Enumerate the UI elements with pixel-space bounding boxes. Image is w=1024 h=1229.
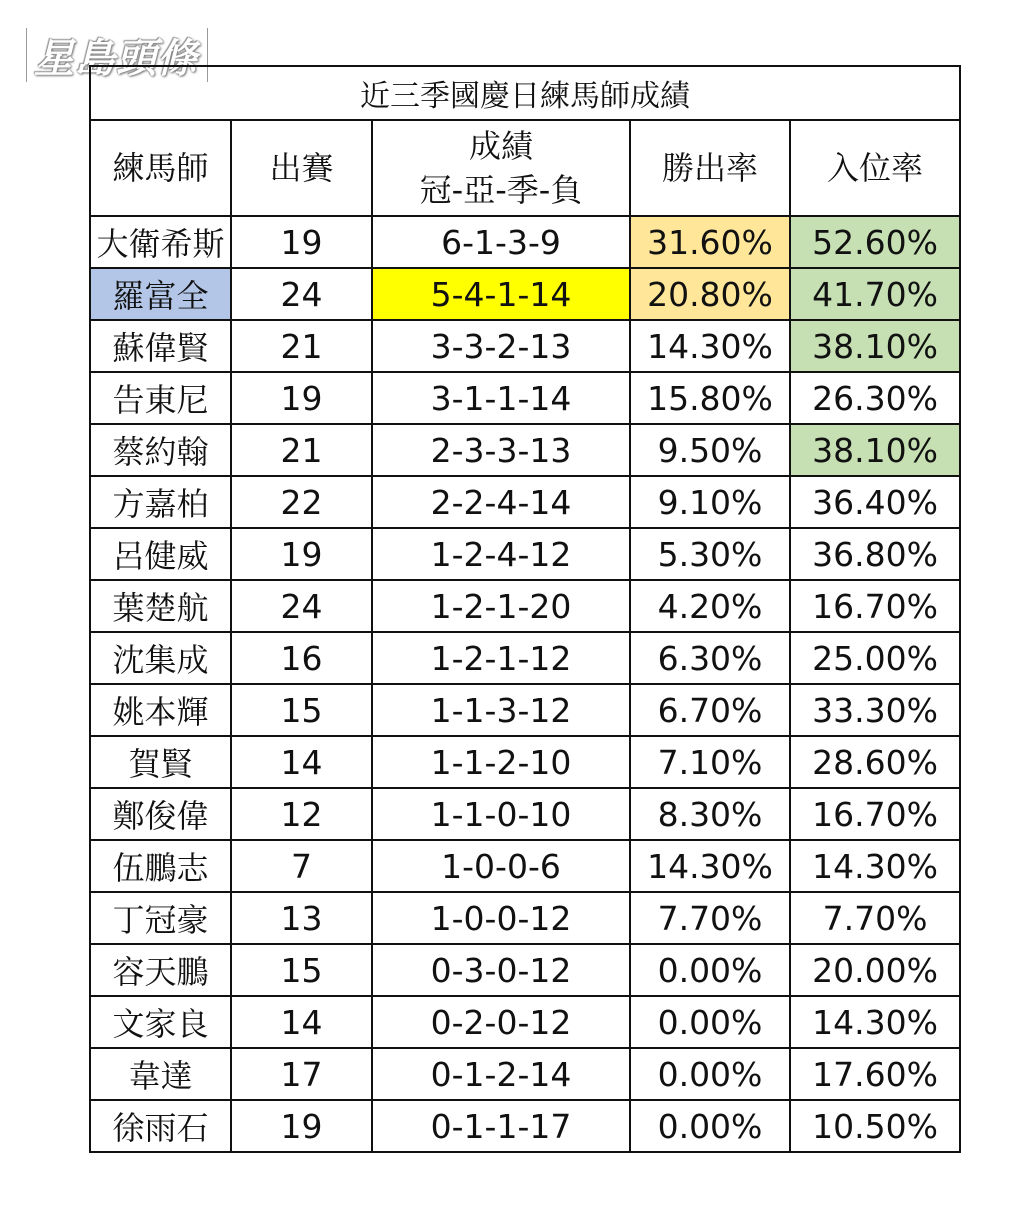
place-rate-cell: 16.70% xyxy=(790,580,960,632)
header-place-rate: 入位率 xyxy=(790,120,960,216)
place-rate-cell: 38.10% xyxy=(790,320,960,372)
win-rate-cell: 15.80% xyxy=(630,372,790,424)
trainer-name: 沈集成 xyxy=(90,632,231,684)
table-row xyxy=(90,840,960,892)
place-rate-cell: 26.30% xyxy=(790,372,960,424)
starts-cell: 19 xyxy=(231,216,372,268)
place-rate-cell: 38.10% xyxy=(790,424,960,476)
table-row xyxy=(90,1048,960,1100)
place-rate-cell: 17.60% xyxy=(790,1048,960,1100)
header-record-format: 冠-亞-季-負 xyxy=(419,171,583,209)
place-rate-cell: 28.60% xyxy=(790,736,960,788)
trainer-name: 姚本輝 xyxy=(90,684,231,736)
table-row xyxy=(90,996,960,1048)
record-cell: 2-3-3-13 xyxy=(372,424,630,476)
place-rate-cell: 25.00% xyxy=(790,632,960,684)
record-cell: 1-0-0-6 xyxy=(372,840,630,892)
trainer-name: 呂健威 xyxy=(90,528,231,580)
trainer-name: 鄭俊偉 xyxy=(90,788,231,840)
win-rate-cell: 14.30% xyxy=(630,320,790,372)
table-row xyxy=(90,372,960,424)
win-rate-cell: 9.50% xyxy=(630,424,790,476)
record-cell: 3-1-1-14 xyxy=(372,372,630,424)
table-row xyxy=(90,580,960,632)
table-row xyxy=(90,476,960,528)
record-cell: 6-1-3-9 xyxy=(372,216,630,268)
record-cell: 1-1-3-12 xyxy=(372,684,630,736)
starts-cell: 24 xyxy=(231,268,372,320)
table-row xyxy=(90,736,960,788)
starts-cell: 15 xyxy=(231,684,372,736)
record-cell: 1-1-0-10 xyxy=(372,788,630,840)
table-row xyxy=(90,424,960,476)
table-row xyxy=(90,268,960,320)
record-cell: 0-1-1-17 xyxy=(372,1100,630,1152)
trainer-name: 伍鵬志 xyxy=(90,840,231,892)
starts-cell: 19 xyxy=(231,372,372,424)
win-rate-cell: 4.20% xyxy=(630,580,790,632)
win-rate-cell: 5.30% xyxy=(630,528,790,580)
win-rate-cell: 0.00% xyxy=(630,944,790,996)
record-cell: 1-1-2-10 xyxy=(372,736,630,788)
win-rate-cell: 8.30% xyxy=(630,788,790,840)
record-cell: 0-3-0-12 xyxy=(372,944,630,996)
trainer-results-table xyxy=(89,65,961,1153)
win-rate-cell: 0.00% xyxy=(630,1048,790,1100)
win-rate-cell: 6.70% xyxy=(630,684,790,736)
win-rate-cell: 31.60% xyxy=(630,216,790,268)
trainer-name: 容天鵬 xyxy=(90,944,231,996)
record-cell: 0-2-0-12 xyxy=(372,996,630,1048)
place-rate-cell: 33.30% xyxy=(790,684,960,736)
win-rate-cell: 0.00% xyxy=(630,996,790,1048)
table-row xyxy=(90,944,960,996)
win-rate-cell: 20.80% xyxy=(630,268,790,320)
starts-cell: 12 xyxy=(231,788,372,840)
record-cell: 0-1-2-14 xyxy=(372,1048,630,1100)
trainer-name: 徐雨石 xyxy=(90,1100,231,1152)
starts-cell: 13 xyxy=(231,892,372,944)
place-rate-cell: 7.70% xyxy=(790,892,960,944)
starts-cell: 19 xyxy=(231,528,372,580)
header-record-title: 成績 xyxy=(468,127,533,165)
win-rate-cell: 0.00% xyxy=(630,1100,790,1152)
table-row xyxy=(90,788,960,840)
record-cell: 1-0-0-12 xyxy=(372,892,630,944)
record-cell: 5-4-1-14 xyxy=(372,268,630,320)
header-starts: 出賽 xyxy=(231,120,372,216)
starts-cell: 19 xyxy=(231,1100,372,1152)
starts-cell: 21 xyxy=(231,424,372,476)
win-rate-cell: 6.30% xyxy=(630,632,790,684)
place-rate-cell: 14.30% xyxy=(790,840,960,892)
place-rate-cell: 36.40% xyxy=(790,476,960,528)
trainer-name: 葉楚航 xyxy=(90,580,231,632)
starts-cell: 16 xyxy=(231,632,372,684)
starts-cell: 24 xyxy=(231,580,372,632)
place-rate-cell: 14.30% xyxy=(790,996,960,1048)
starts-cell: 17 xyxy=(231,1048,372,1100)
win-rate-cell: 9.10% xyxy=(630,476,790,528)
table-row xyxy=(90,528,960,580)
starts-cell: 22 xyxy=(231,476,372,528)
trainer-name: 方嘉柏 xyxy=(90,476,231,528)
table-row xyxy=(90,892,960,944)
trainer-name: 蔡約翰 xyxy=(90,424,231,476)
place-rate-cell: 41.70% xyxy=(790,268,960,320)
trainer-name: 蘇偉賢 xyxy=(90,320,231,372)
place-rate-cell: 20.00% xyxy=(790,944,960,996)
header-record xyxy=(372,120,630,216)
trainer-name: 丁冠豪 xyxy=(90,892,231,944)
record-cell: 1-2-1-20 xyxy=(372,580,630,632)
results-table-container xyxy=(89,65,959,1153)
record-cell: 1-2-1-12 xyxy=(372,632,630,684)
trainer-name: 羅富全 xyxy=(90,268,231,320)
header-trainer: 練馬師 xyxy=(90,120,231,216)
trainer-name: 文家良 xyxy=(90,996,231,1048)
place-rate-cell: 10.50% xyxy=(790,1100,960,1152)
starts-cell: 14 xyxy=(231,736,372,788)
table-row xyxy=(90,632,960,684)
trainer-name: 賀賢 xyxy=(90,736,231,788)
starts-cell: 14 xyxy=(231,996,372,1048)
win-rate-cell: 7.70% xyxy=(630,892,790,944)
trainer-name: 大衛希斯 xyxy=(90,216,231,268)
brand-watermark-text: 星島頭條 xyxy=(34,35,198,82)
trainer-name: 告東尼 xyxy=(90,372,231,424)
win-rate-cell: 14.30% xyxy=(630,840,790,892)
place-rate-cell: 52.60% xyxy=(790,216,960,268)
record-cell: 3-3-2-13 xyxy=(372,320,630,372)
header-win-rate: 勝出率 xyxy=(630,120,790,216)
starts-cell: 15 xyxy=(231,944,372,996)
starts-cell: 7 xyxy=(231,840,372,892)
table-row xyxy=(90,216,960,268)
table-row xyxy=(90,684,960,736)
record-cell: 2-2-4-14 xyxy=(372,476,630,528)
table-title: 近三季國慶日練馬師成績 xyxy=(90,66,960,120)
place-rate-cell: 16.70% xyxy=(790,788,960,840)
table-row xyxy=(90,320,960,372)
table-row xyxy=(90,1100,960,1152)
place-rate-cell: 36.80% xyxy=(790,528,960,580)
trainer-name: 韋達 xyxy=(90,1048,231,1100)
starts-cell: 21 xyxy=(231,320,372,372)
record-cell: 1-2-4-12 xyxy=(372,528,630,580)
win-rate-cell: 7.10% xyxy=(630,736,790,788)
